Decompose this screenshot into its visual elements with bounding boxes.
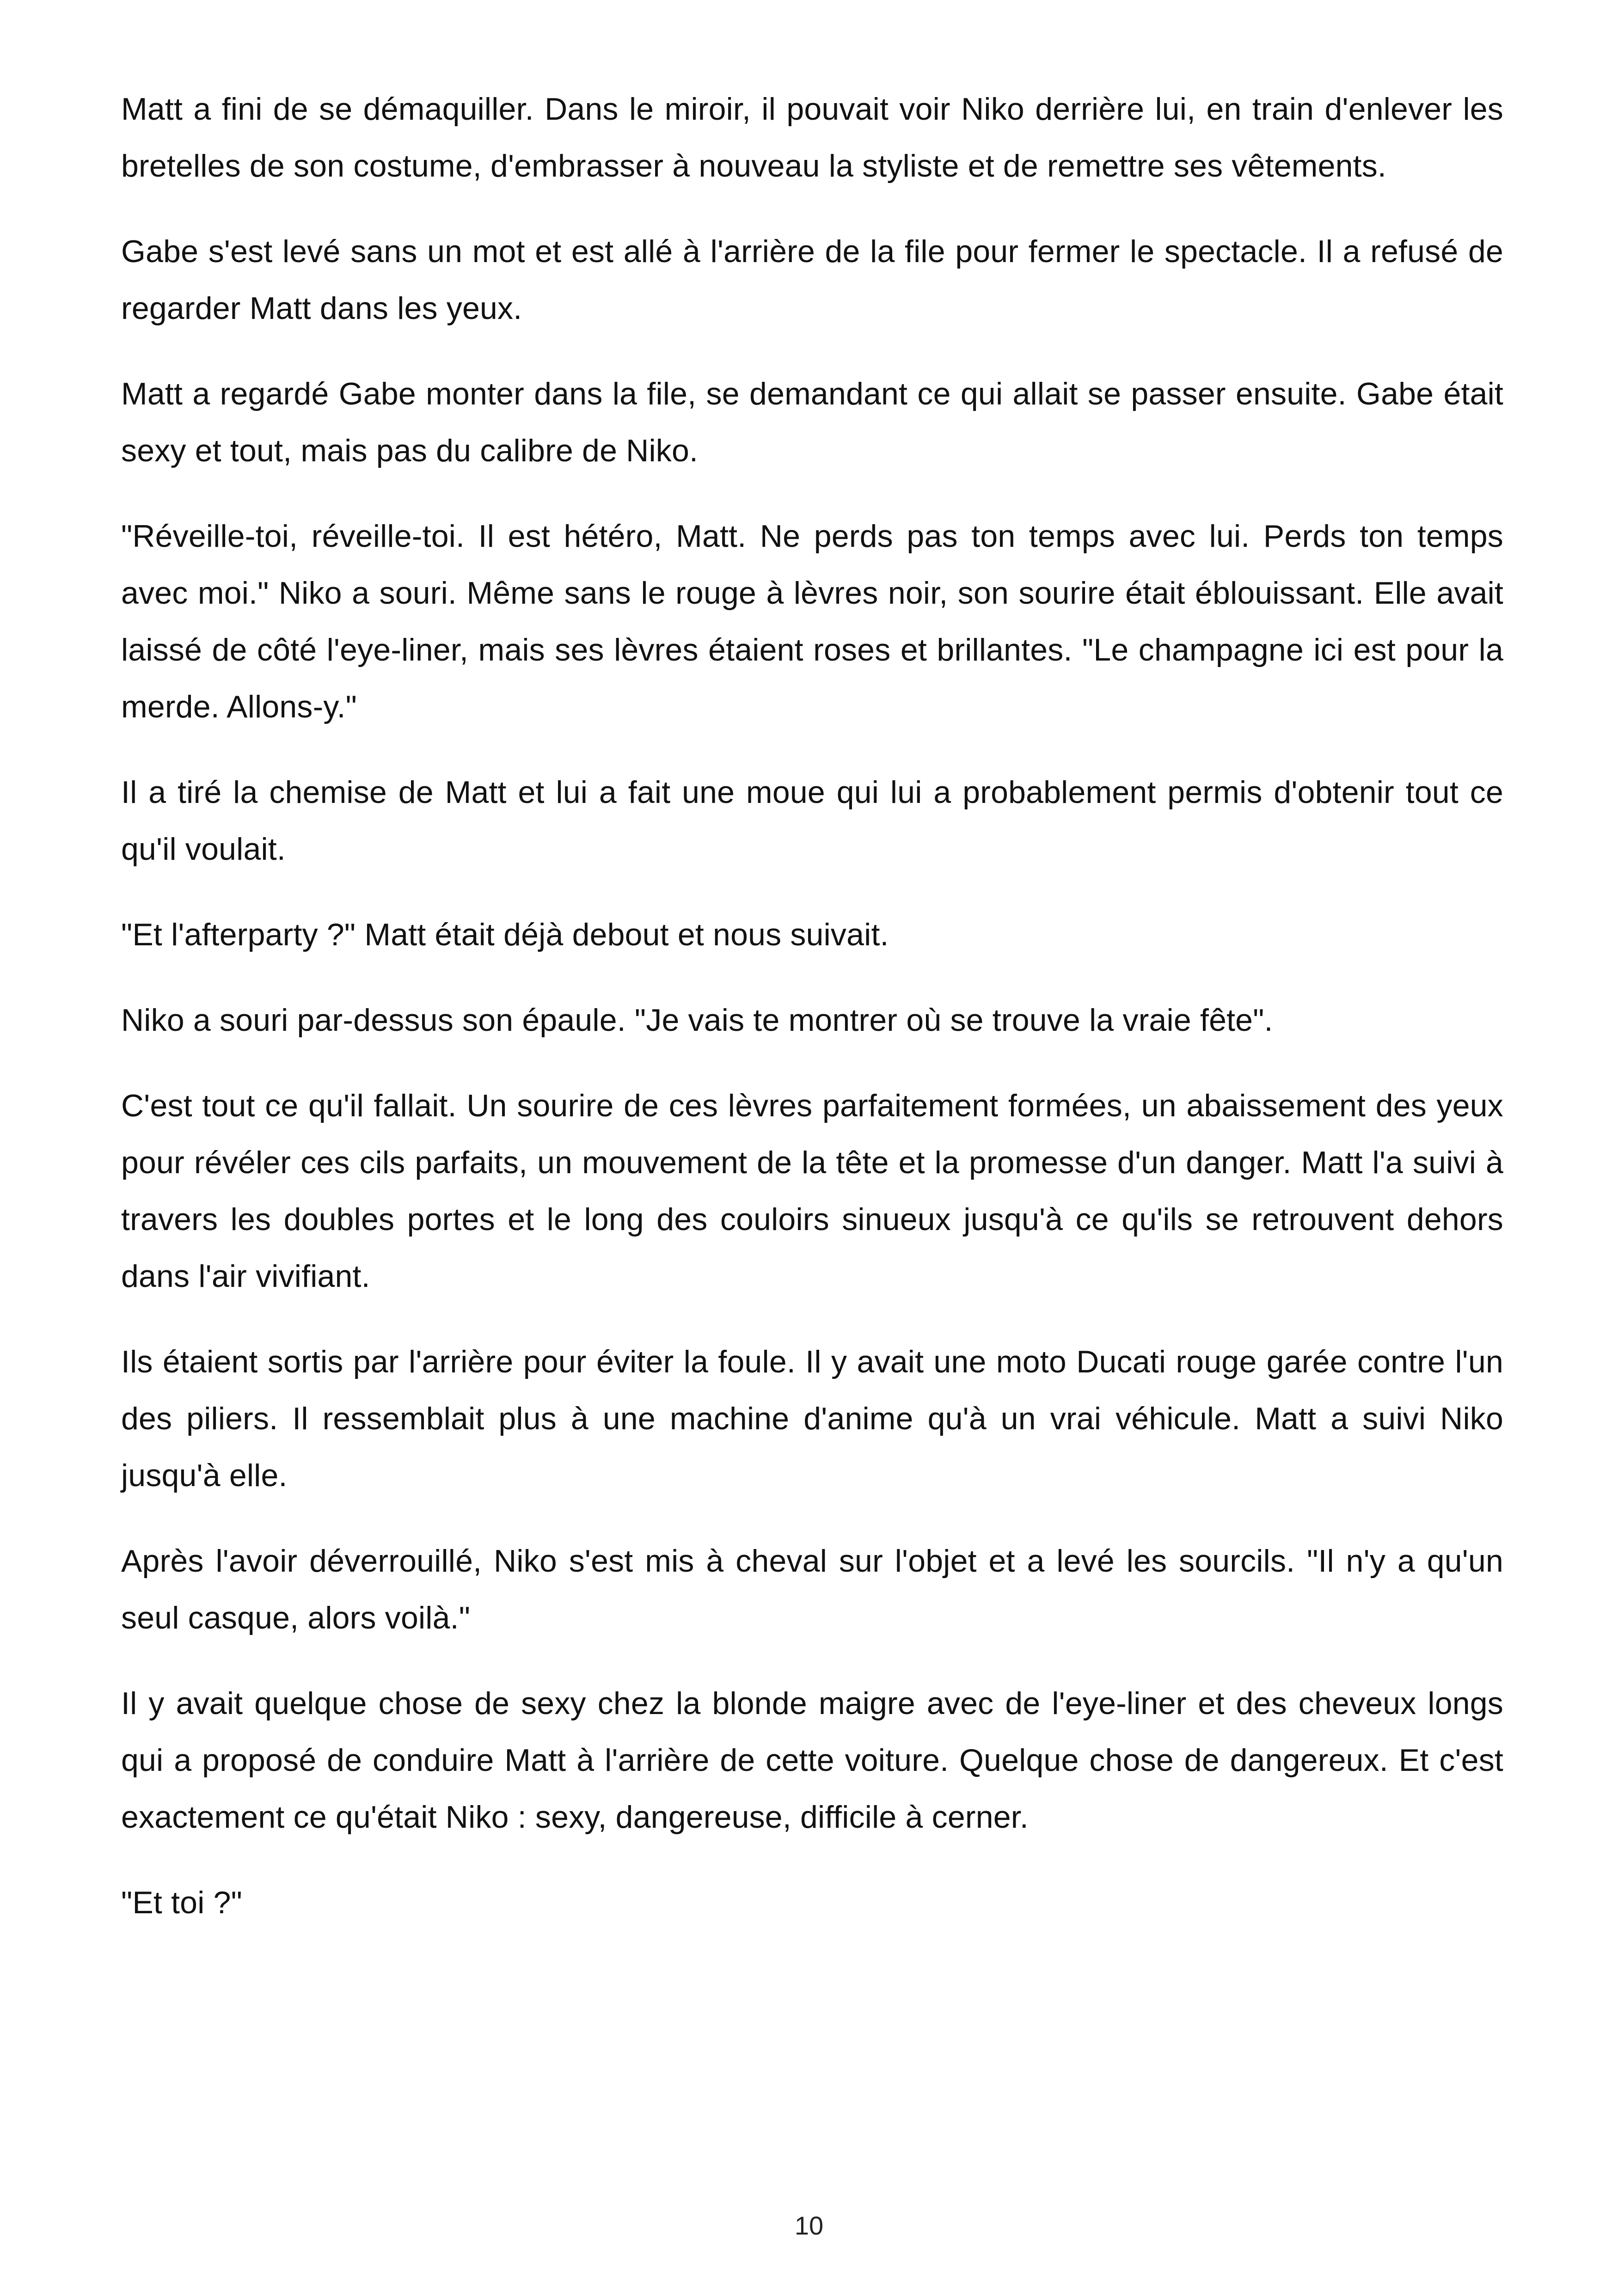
paragraph: Il a tiré la chemise de Matt et lui a fait une moue qui lui a probablement permis d'obtenir tout ce qu'il voulait. xyxy=(121,775,1503,867)
paragraph: Ils étaient sortis par l'arrière pour éviter la foule. Il y avait une moto Ducati rouge garée contre l'un des piliers. Il ressemblait plus à une machine d'anime qu'à un vrai véhicule. Matt a suivi Niko jusqu'à elle. xyxy=(121,1344,1503,1493)
body-text xyxy=(121,81,1503,1960)
page-number: 10 xyxy=(794,2211,824,2240)
paragraph: "Réveille-toi, réveille-toi. Il est hétéro, Matt. Ne perds pas ton temps avec lui. Perds ton temps avec moi." Niko a souri. Même sans le rouge à lèvres noir, son sourire était éblouissant. Elle avait laissé de côté l'eye-liner, mais ses lèvres étaient roses et brillantes. "Le champagne ici est pour la merde. Allons-y." xyxy=(121,519,1503,724)
paragraph: "Et toi ?" xyxy=(121,1885,242,1920)
paragraph: Matt a regardé Gabe monter dans la file, se demandant ce qui allait se passer ensuite. Gabe était sexy et tout, mais pas du calibre de Niko. xyxy=(121,376,1503,468)
paragraph: C'est tout ce qu'il fallait. Un sourire de ces lèvres parfaitement formées, un abaissement des yeux pour révéler ces cils parfaits, un mouvement de la tête et la promesse d'un danger. Matt l'a suivi à travers les doubles portes et le long des couloirs sinueux jusqu'à ce qu'ils se retrouvent dehors dans l'air vivifiant. xyxy=(121,1088,1503,1294)
paragraph: "Et l'afterparty ?" Matt était déjà debout et nous suivait. xyxy=(121,917,889,952)
paragraph: Gabe s'est levé sans un mot et est allé à l'arrière de la file pour fermer le spectacle. Il a refusé de regarder Matt dans les yeux. xyxy=(121,234,1503,326)
paragraph: Après l'avoir déverrouillé, Niko s'est mis à cheval sur l'objet et a levé les sourcils. "Il n'y a qu'un seul casque, alors voilà." xyxy=(121,1543,1503,1635)
paragraph: Matt a fini de se démaquiller. Dans le miroir, il pouvait voir Niko derrière lui, en train d'enlever les bretelles de son costume, d'embrasser à nouveau la styliste et de remettre ses vêtements. xyxy=(121,92,1503,184)
paragraph: Il y avait quelque chose de sexy chez la blonde maigre avec de l'eye-liner et des cheveux longs qui a proposé de conduire Matt à l'arrière de cette voiture. Quelque chose de dangereux. Et c'est exactement ce qu'était Niko : sexy, dangereuse, difficile à cerner. xyxy=(121,1686,1503,1835)
paragraph: Niko a souri par-dessus son épaule. "Je vais te montrer où se trouve la vraie fête". xyxy=(121,1003,1273,1038)
